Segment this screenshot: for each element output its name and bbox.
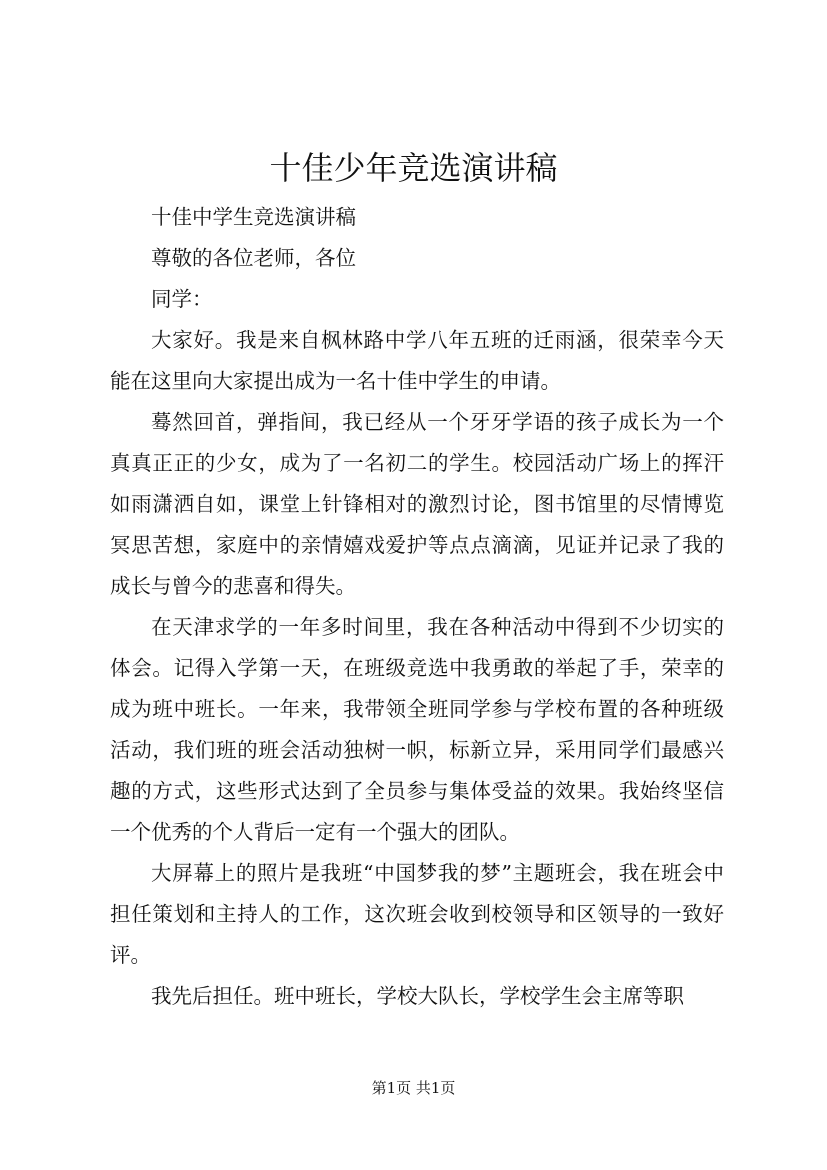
paragraph-experience: 在天津求学的一年多时间里，我在各种活动中得到不少切实的体会。记得入学第一天，在班级竞选中我勇敢的举起了手，荣幸的成为班中班长。一年来，我带领全班同学参与学校布置的各种班级活动，我们班的班会活动独树一帜，标新立异，采用同学们最感兴趣的方式，这些形式达到了全员参与集体受益的效果。我始终坚信一个优秀的个人背后一定有一个强大的团队。 — [110, 615, 724, 844]
document-title: 十佳少年竞选演讲稿 — [269, 149, 558, 187]
paragraph-subtitle: 十佳中学生竞选演讲稿 — [151, 205, 356, 229]
paragraph-introduction: 大家好。我是来自枫林路中学八年五班的迁雨涵，很荣幸今天能在这里向大家提出成为一名十佳中学生的申请。 — [110, 328, 724, 393]
paragraph-class-meeting: 大屏幕上的照片是我班“中国梦我的梦”主题班会，我在班会中担任策划和主持人的工作，这次班会收到校领导和区领导的一致好评。 — [110, 861, 724, 967]
page-footer: 第1页 共1页 — [371, 1079, 456, 1097]
paragraph-salutation-continued: 同学： — [151, 287, 213, 311]
paragraph-salutation: 尊敬的各位老师，各位 — [151, 246, 356, 270]
paragraph-growth: 蓦然回首，弹指间，我已经从一个牙牙学语的孩子成长为一个真真正正的少女，成为了一名初二的学生。校园活动广场上的挥汗如雨潇洒自如，课堂上针锋相对的激烈讨论，图书馆里的尽情博览冥思苦想，家庭中的亲情嬉戏爱护等点点滴滴，见证并记录了我的成长与曾今的悲喜和得失。 — [110, 410, 724, 598]
document-body — [110, 197, 724, 1017]
paragraph-positions: 我先后担任。班中班长，学校大队长，学校学生会主席等职 — [151, 984, 684, 1008]
